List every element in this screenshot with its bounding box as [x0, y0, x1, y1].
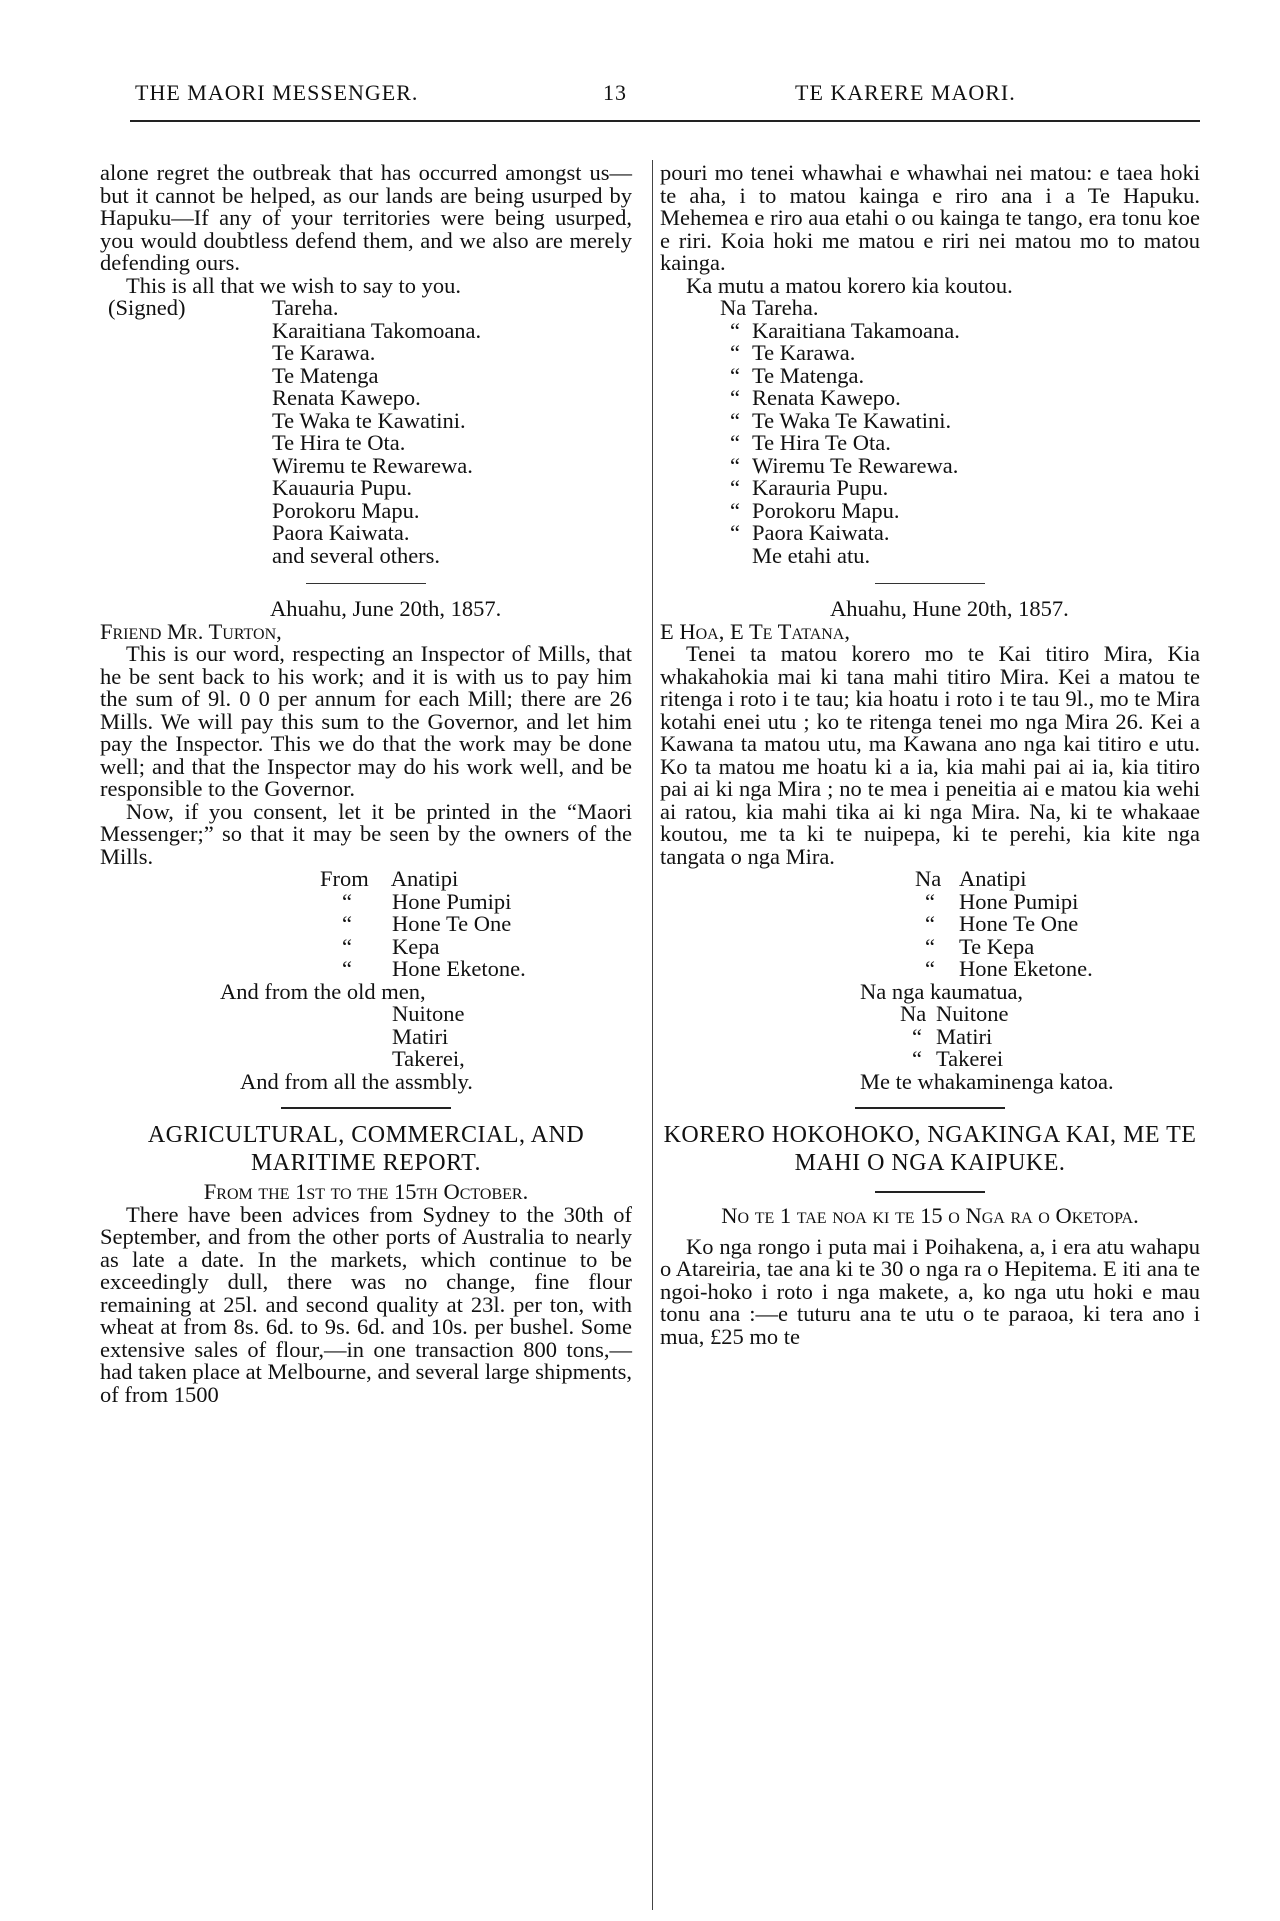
na-label: Na — [900, 1001, 927, 1026]
na-label: Na — [720, 295, 747, 320]
signatory-name: Karauria Pupu. — [752, 475, 889, 500]
ditto-mark: “ — [925, 933, 935, 959]
signatory-name: Tareha. — [272, 295, 339, 320]
signatory-name: Te Karawa. — [272, 340, 376, 365]
signatory-name: Te Matenga. — [752, 362, 865, 388]
letter-two-paragraph-one: This is our word, respecting an Inspector of Mills, that he be sent back to his work; and it is with us to pay him the sum of 9l. 0 0 per annum for each Mill; there are 26 Mills. We will pay this sum to the Governor, and let him pay the Inspector. This we do that the work may be done well; and that the Inspector may do his work well, and be responsible to the Governor. — [100, 641, 632, 801]
ditto-mark: “ — [730, 520, 740, 545]
signatory-name: Nuitone — [392, 1001, 465, 1026]
report-subtitle: From the 1st to the 15th October. — [203, 1179, 529, 1204]
ditto-mark: “ — [730, 385, 740, 410]
letter-one-closing: Ka mutu a matou korero kia koutou. — [686, 272, 1013, 298]
signatory-name: Wiremu Te Rewarewa. — [752, 452, 959, 478]
signatory-name: Renata Kawepo. — [272, 385, 421, 410]
signatory-name: Takerei, — [392, 1046, 465, 1071]
others-line: Me etahi atu. — [752, 542, 871, 568]
signatory-name: Porokoru Mapu. — [752, 497, 900, 523]
letter-two-dateline: Ahuahu, June 20th, 1857. — [270, 596, 502, 621]
ditto-mark: “ — [912, 1023, 922, 1049]
signatory-name: Matiri — [936, 1023, 993, 1049]
column-divider — [652, 160, 653, 1910]
page-number: 13 — [603, 80, 627, 105]
ditto-mark: “ — [730, 475, 740, 500]
signatory-name: Paora Kaiwata. — [272, 520, 410, 545]
ditto-mark: “ — [342, 888, 352, 914]
header-rule — [130, 120, 1200, 122]
signatory-name: Te Waka te Kawatini. — [272, 407, 466, 433]
letter-two-salutation: Friend Mr. Turton, — [100, 618, 282, 644]
old-men-label: And from the old men, — [220, 978, 426, 1004]
ditto-mark: “ — [342, 911, 352, 936]
letter-two-paragraph-two: Now, if you consent, let it be printed in the “Maori Messenger;” so that it may be seen by the owners of the Mills. — [100, 798, 632, 869]
signatory-name: Hone Eketone. — [959, 956, 1093, 981]
assembly-line: And from all the assmbly. — [240, 1068, 473, 1094]
signatory-name: and several others. — [272, 542, 441, 568]
signatory-name: Nuitone — [936, 1001, 1009, 1026]
letter-two-signatures — [660, 868, 1200, 1093]
letter-two-dateline: Ahuahu, Hune 20th, 1857. — [830, 596, 1069, 621]
separator-rule — [875, 583, 985, 584]
signatory-name: Kauauria Pupu. — [272, 475, 412, 500]
signatory-name: Hone Eketone. — [392, 956, 526, 981]
from-label: From — [320, 866, 369, 891]
signatory-name: Hone Te One — [959, 911, 1079, 936]
letter-one-closing: This is all that we wish to say to you. — [126, 272, 461, 298]
separator-rule — [306, 583, 426, 584]
ditto-mark: “ — [730, 317, 740, 343]
letter-one-signatures — [100, 297, 632, 567]
signatory-name: Paora Kaiwata. — [752, 520, 890, 545]
running-head-maori: TE KARERE MAORI. — [795, 80, 1016, 105]
signatory-name: Te Waka Te Kawatini. — [752, 407, 952, 433]
letter-two-paragraph: Tenei ta matou korero mo te Kai titiro Mira, Kia whakahokia mai ki tana mahi titiro Mira. Kei a matou te ritenga i roto i te tau; kia hoatu i roto i te tau 9l., mo te Mira kotahi enei utu ; ko te ritenga tenei mo nga Mira 26. Kei a Kawana ta matou utu, ma Kawana ano nga kai titiro e utu. Ko ta matou me hoatu ki a ia, kia mahi pai ai ia, kia titiro pai ai ki nga Mira ; no te mea i peneitia ai e matou kia wehi ai ratou, kia mahi tika ai ki nga Mira. Na, ki te whakaae koutou, me ta ki te nuipepa, ki te perehi, kia kite nga tangata o nga Mira. — [660, 641, 1200, 869]
signatory-name: Te Karawa. — [752, 340, 856, 365]
signatory-name: Tareha. — [752, 295, 819, 320]
signatory-name: Hone Pumipi — [959, 888, 1079, 914]
report-subtitle: No te 1 tae noa ki te 15 o Nga ra o Oketopa. — [721, 1203, 1139, 1228]
letter-two-signatures — [100, 868, 632, 1093]
ditto-mark: “ — [730, 340, 740, 365]
ditto-mark: “ — [342, 956, 352, 981]
na-label: Na — [915, 866, 942, 891]
signatory-name: Anatipi — [959, 866, 1027, 891]
signatory-name: Te Hira Te Ota. — [752, 430, 891, 455]
ditto-mark: “ — [730, 430, 740, 455]
english-column — [100, 162, 632, 1406]
section-rule — [855, 1107, 1005, 1109]
ditto-mark: “ — [342, 933, 352, 959]
ditto-mark: “ — [730, 407, 740, 433]
signatory-name: Hone Te One — [392, 911, 512, 936]
ditto-mark: “ — [912, 1046, 922, 1071]
section-rule — [875, 1191, 985, 1193]
signatory-name: Wiremu te Rewarewa. — [272, 452, 473, 478]
running-head-english: THE MAORI MESSENGER. — [135, 80, 419, 105]
signatory-name: Karaitiana Takomoana. — [272, 317, 482, 343]
signatory-name: Porokoru Mapu. — [272, 497, 420, 523]
letter-two-salutation: E Hoa, E Te Tatana, — [660, 618, 850, 644]
ditto-mark: “ — [925, 911, 935, 936]
ditto-mark: “ — [925, 956, 935, 981]
signatory-name: Te Hira te Ota. — [272, 430, 406, 455]
letter-one-paragraph: alone regret the outbreak that has occurred amongst us—but it cannot be helped, as our lands are being usurped by Hapuku—If any of your territories were being usurped, you would doubtless defend them, and we also are merely defending ours. — [100, 160, 632, 275]
signatory-name: Renata Kawepo. — [752, 385, 901, 410]
signatory-name: Kepa — [392, 933, 440, 959]
maori-column — [660, 162, 1200, 1348]
report-title: KORERO HOKOHOKO, NGAKINGA KAI, ME TE MAHI O NGA KAIPUKE. — [663, 1122, 1197, 1176]
report-paragraph: There have been advices from Sydney to the 30th of September, and from the other ports of Australia to nearly as late a date. In the markets, which continue to be exceedingly dull, there was no change, fine flour remaining at 25l. and second quality at 23l. per ton, with wheat at from 8s. 6d. to 9s. 6d. and 10s. per bushel. Some extensive sales of flour,—in one transaction 800 tons,— had taken place at Melbourne, and several large shipments, of from 1500 — [100, 1201, 632, 1407]
report-paragraph: Ko nga rongo i puta mai i Poihakena, a, i era atu wahapu o Atareiria, tae ana ki te 30 o nga ra o Hepitema. E iti ana te ngoi-hoko i roto i nga makete, a, ko nga utu hoki e mau tonu ana :—e tuturu ana te utu o te paraoa, ki tera ano i mua, £25 mo te — [660, 1233, 1200, 1349]
ditto-mark: “ — [925, 888, 935, 914]
signatory-name: Takerei — [936, 1046, 1004, 1071]
old-men-label: Na nga kaumatua, — [860, 978, 1024, 1004]
assembly-line: Me te whakaminenga katoa. — [860, 1068, 1114, 1094]
signatory-name: Hone Pumipi — [392, 888, 512, 914]
letter-one-paragraph: pouri mo tenei whawhai e whawhai nei matou: e taea hoki te aha, i to matou kainga e riro ana i a Te Hapuku. Mehemea e riro aua etahi o ou kainga te tango, era tonu koe e riri. Koia hoki me matou e riri nei matou mo to matou kainga. — [660, 160, 1200, 275]
section-rule — [281, 1107, 451, 1109]
ditto-mark: “ — [730, 362, 740, 388]
ditto-mark: “ — [730, 497, 740, 523]
signatory-name: Te Kepa — [959, 933, 1035, 959]
signatory-name: Matiri — [392, 1023, 449, 1049]
signatory-name: Karaitiana Takamoana. — [752, 317, 960, 343]
signatory-name: Anatipi — [390, 866, 459, 891]
ditto-mark: “ — [730, 452, 740, 478]
letter-one-signatures — [660, 297, 1200, 567]
signatory-name: Te Matenga — [272, 362, 379, 388]
signed-label: (Signed) — [108, 295, 186, 320]
report-title: AGRICULTURAL, COMMERCIAL, AND MARITIME REPORT. — [147, 1122, 585, 1176]
